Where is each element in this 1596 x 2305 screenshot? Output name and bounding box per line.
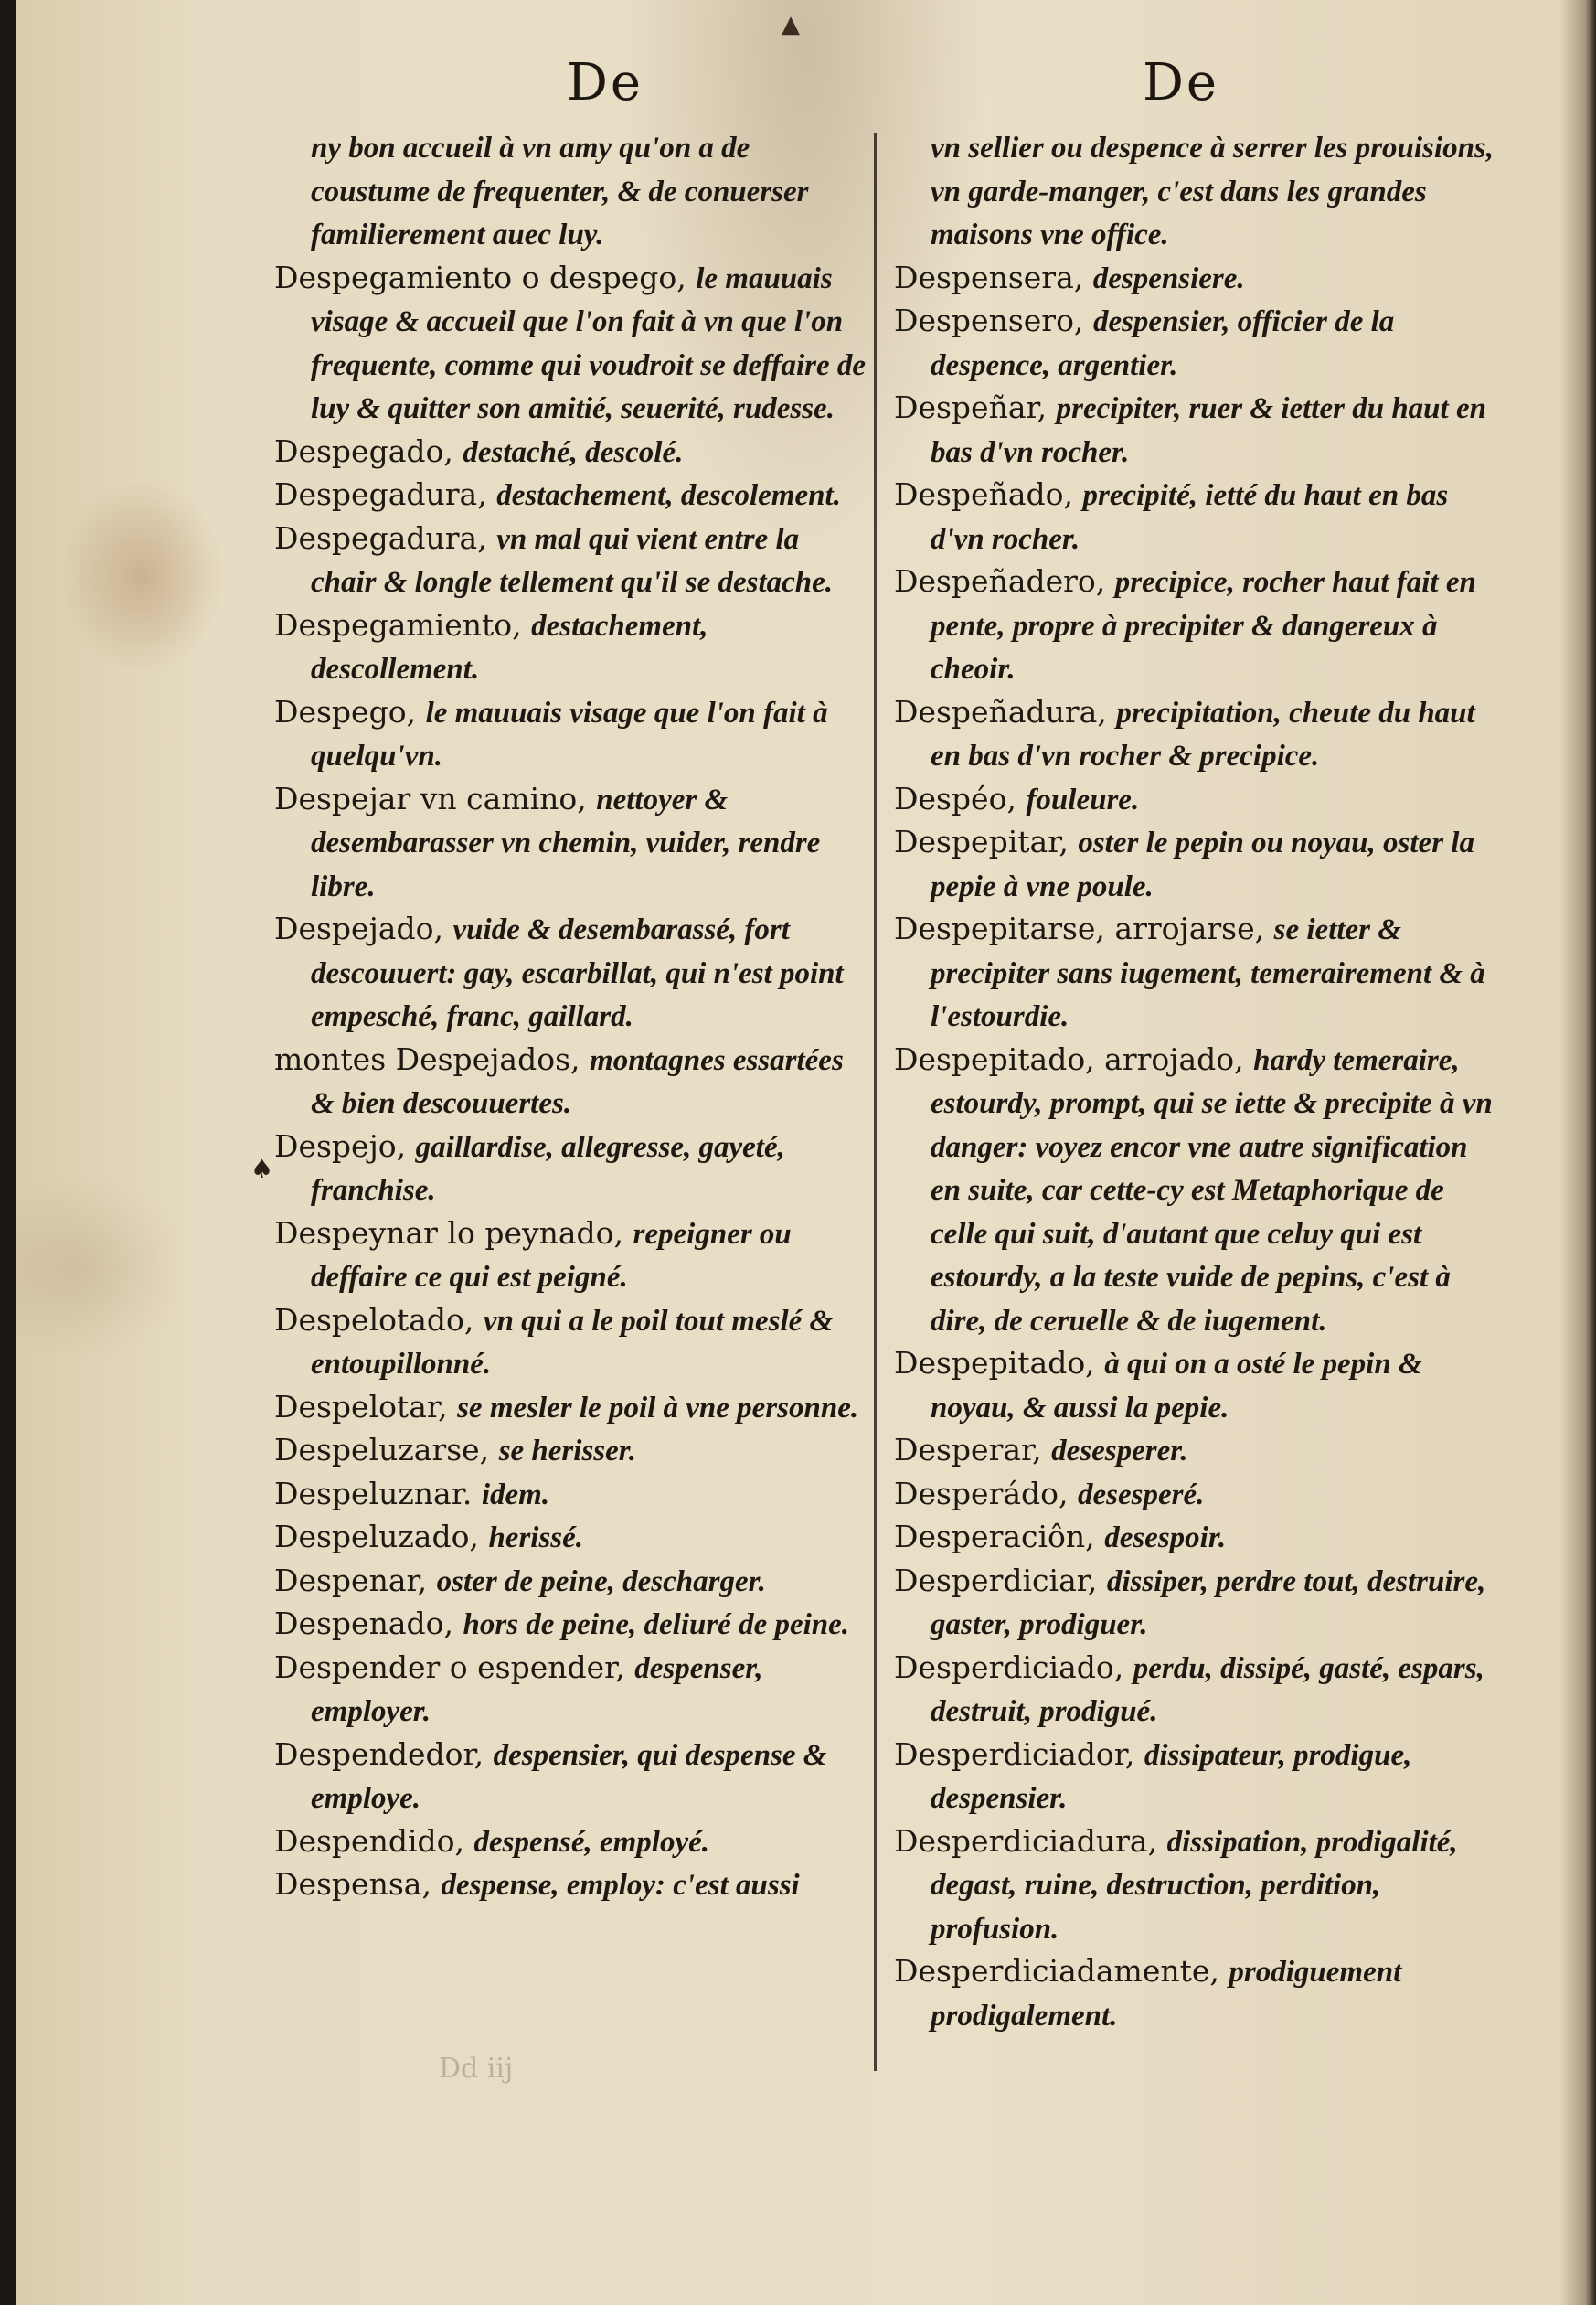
dictionary-entry [894, 300, 1497, 387]
entry-headword: Despegado, [274, 432, 453, 469]
dictionary-entry [894, 560, 1497, 691]
entry-headword: Despeluzado, [274, 1519, 479, 1554]
entry-headword: Despepitar, [894, 824, 1069, 859]
dictionary-entry [274, 604, 868, 691]
signature-mark: Dd iij [439, 2053, 514, 2085]
entry-headword: Despéo, [894, 780, 1016, 816]
page-edge-shadow [1559, 0, 1596, 2305]
dictionary-entry [894, 1560, 1497, 1647]
dictionary-entry [274, 1560, 868, 1604]
dictionary-entry [274, 1647, 868, 1734]
dictionary-entry [274, 474, 868, 518]
entry-headword: Despejo, [274, 1127, 407, 1164]
entry-headword: Despensa, [274, 1866, 431, 1902]
left-running-header: De [567, 53, 644, 112]
dictionary-entry [274, 1429, 868, 1473]
entry-headword: Despensero, [894, 303, 1084, 338]
entry-definition: vn sellier ou despence à serrer les prouisions, vn garde-manger, c'est dans les grandes maisons vne office. [931, 132, 1495, 251]
entry-headword: Despegadura, [274, 476, 487, 512]
dictionary-entry [274, 1603, 868, 1647]
entry-definition: desesperé. [1078, 1478, 1205, 1511]
dictionary-entry [894, 908, 1497, 1039]
entry-definition: destachement, descolement. [496, 479, 841, 512]
entry-definition: despensier, qui despense & employe. [311, 1738, 827, 1815]
dictionary-entry [894, 1734, 1497, 1820]
entry-headword: Despegadura, [274, 519, 487, 556]
entry-definition: le mauuais visage que l'on fait à quelqu'vn. [311, 696, 828, 773]
entry-headword: Desperaciôn, [894, 1519, 1095, 1554]
entry-definition: precipiter, ruer & ietter du haut en bas d'vn rocher. [931, 392, 1486, 469]
left-column [274, 126, 868, 1907]
dictionary-entry [274, 1126, 868, 1212]
entry-headword: Despeluznar. [274, 1475, 473, 1511]
entry-definition: precipitation, cheute du haut en bas d'vn rocher & precipice. [931, 696, 1475, 773]
entry-headword: Despepitado, arrojado, [894, 1040, 1244, 1077]
dictionary-entry [274, 1039, 868, 1126]
entry-headword: Despender o espender, [274, 1649, 625, 1685]
dictionary-entry [274, 1734, 868, 1820]
entry-headword: Despego, [274, 693, 417, 730]
dictionary-entry [274, 778, 868, 909]
entry-definition: perdu, dissipé, gasté, espars, destruit, prodigué. [931, 1651, 1484, 1728]
entry-headword: Desperádo, [894, 1475, 1069, 1511]
dictionary-entry [894, 1342, 1497, 1429]
entry-definition: à qui on a osté le pepin & noyau, & aussi la pepie. [931, 1348, 1422, 1425]
entry-headword: Despenar, [274, 1562, 428, 1598]
entry-definition: idem. [481, 1478, 550, 1511]
entry-headword: Despepitado, [894, 1345, 1095, 1381]
dictionary-entry [274, 126, 868, 257]
entry-headword: Despeluzarse, [274, 1432, 490, 1467]
entry-definition: destachement, descollement. [311, 609, 708, 686]
entry-definition: oster le pepin ou noyau, oster la pepie à vne poule. [931, 827, 1474, 903]
dictionary-entry [274, 1299, 868, 1386]
entry-definition: precipice, rocher haut fait en pente, propre à precipiter & dangereux à cheoir. [931, 566, 1476, 686]
entry-headword: Despegamiento, [274, 606, 522, 643]
entry-definition: dissiper, perdre tout, destruire, gaster, prodiguer. [931, 1564, 1486, 1641]
entry-definition: vn qui a le poil tout meslé & entoupillonné. [311, 1304, 834, 1381]
entry-headword: Despensera, [894, 259, 1084, 295]
dictionary-entry [894, 1516, 1497, 1560]
entry-definition: se herisser. [498, 1435, 637, 1467]
entry-headword: Despejar vn camino, [274, 780, 587, 816]
entry-definition: destaché, descolé. [463, 435, 684, 469]
entry-definition: nettoyer & desembarasser vn chemin, vuider, rendre libre. [311, 783, 821, 903]
entry-definition: ny bon accueil à vn amy qu'on a de coustume de frequenter, & de conuerser familierement auec luy. [311, 132, 809, 251]
entry-definition: vn mal qui vient entre la chair & longle tellement qu'il se destache. [311, 522, 834, 599]
dictionary-entry [894, 1429, 1497, 1473]
dictionary-entry [274, 1820, 868, 1864]
entry-definition: desespoir. [1104, 1521, 1227, 1554]
entry-headword: Desperdiciado, [894, 1649, 1124, 1685]
entry-definition: dissipateur, prodigue, despensier. [931, 1738, 1412, 1815]
entry-definition: montagnes essartées & bien descouuertes. [311, 1043, 844, 1120]
entry-definition: despenser, employer. [311, 1651, 763, 1728]
column-divider [874, 133, 877, 2071]
right-column [894, 126, 1497, 2037]
dictionary-entry [894, 778, 1497, 822]
entry-headword: Desperdiciadamente, [894, 1953, 1219, 1989]
entry-headword: Despejado, [274, 911, 443, 946]
entry-definition: fouleure. [1026, 783, 1140, 816]
entry-definition: despensiere. [1092, 261, 1245, 295]
dictionary-entry [274, 691, 868, 778]
entry-headword: Despelotar, [274, 1388, 448, 1425]
entry-headword: Despelotado, [274, 1301, 474, 1338]
entry-headword: Desperdiciadura, [894, 1822, 1158, 1859]
dictionary-entry [894, 821, 1497, 908]
dictionary-entry [274, 257, 868, 431]
entry-definition: repeigner ou deffaire ce qui est peigné. [311, 1217, 792, 1294]
entry-definition: dissipation, prodigalité, degast, ruine, destruction, perdition, profusion. [931, 1825, 1458, 1946]
entry-definition: desesperer. [1051, 1435, 1188, 1467]
entry-headword: Desperdiciar, [894, 1562, 1098, 1598]
dictionary-entry [274, 908, 868, 1039]
right-running-header: De [1143, 53, 1220, 112]
top-printer-mark: ▲ [782, 11, 800, 38]
entry-headword: Despendedor, [274, 1735, 484, 1772]
entry-definition: se mesler le poil à vne personne. [457, 1391, 859, 1425]
entry-headword: Despendido, [274, 1822, 464, 1859]
entry-headword: Despeñadura, [894, 693, 1107, 730]
dictionary-entry [274, 1863, 868, 1907]
dictionary-entry [894, 1950, 1497, 2037]
entry-headword: Desperdiciador, [894, 1735, 1135, 1772]
entry-definition: se ietter & precipiter sans iugement, temerairement & à l'estourdie. [931, 913, 1485, 1033]
entry-headword: Despeñado, [894, 476, 1073, 512]
dictionary-entry [274, 1516, 868, 1560]
entry-headword: Desperar, [894, 1432, 1042, 1467]
entry-headword: Despegamiento o despego, [274, 259, 686, 295]
dictionary-entry [274, 1212, 868, 1299]
dictionary-entry [894, 691, 1497, 778]
entry-definition: herissé. [488, 1521, 584, 1554]
entry-headword: Despepitarse, arrojarse, [894, 911, 1265, 946]
dictionary-entry [274, 431, 868, 475]
dictionary-entry [274, 518, 868, 604]
entry-definition: despensier, officier de la despence, argentier. [931, 305, 1395, 382]
dictionary-entry [894, 126, 1497, 257]
dictionary-entry [894, 1039, 1497, 1343]
dictionary-entry [894, 474, 1497, 560]
dictionary-entry [894, 257, 1497, 301]
dictionary-entry [894, 1820, 1497, 1951]
entry-definition: le mauuais visage & accueil que l'on fait à vn que l'on frequente, comme qui voudroit se deffaire de luy & quitter son amitié, seuerité, rudesse. [311, 261, 867, 425]
dictionary-entry [894, 1647, 1497, 1734]
entry-headword: Despeynar lo peynado, [274, 1214, 624, 1251]
entry-headword: Despeñadero, [894, 563, 1106, 599]
entry-headword: Despenado, [274, 1606, 453, 1641]
entry-definition: gaillardise, allegresse, gayeté, franchise. [311, 1130, 785, 1207]
entry-definition: vuide & desembarassé, fort descouuert: gay, escarbillat, qui n'est point empesché, franc, gaillard. [311, 913, 844, 1033]
entry-definition: despense, employ: c'est aussi [441, 1869, 800, 1902]
entry-definition: precipité, ietté du haut en bas d'vn rocher. [931, 479, 1449, 556]
entry-definition: prodiguement prodigalement. [931, 1956, 1402, 2033]
entry-definition: hors de peine, deliuré de peine. [463, 1608, 850, 1641]
dictionary-entry [894, 387, 1497, 474]
dictionary-entry [274, 1473, 868, 1517]
entry-definition: despensé, employé. [473, 1825, 710, 1859]
entry-definition: oster de peine, descharger. [436, 1564, 766, 1598]
entry-definition: hardy temeraire, estourdy, prompt, qui se iette & precipite à vn danger: voyez encor vne autre signification en suite, car cette-cy est Metaphorique de celle qui suit, d'autant que celuy qui est estourdy, a la teste vuide de pepins, c'est à dire, de ceruelle & de iugement. [931, 1043, 1493, 1338]
dictionary-entry [274, 1386, 868, 1430]
margin-mark: ♠ [250, 1154, 274, 1184]
entry-headword: Despeñar, [894, 390, 1048, 425]
dictionary-entry [894, 1473, 1497, 1517]
entry-headword: montes Despejados, [274, 1040, 580, 1077]
